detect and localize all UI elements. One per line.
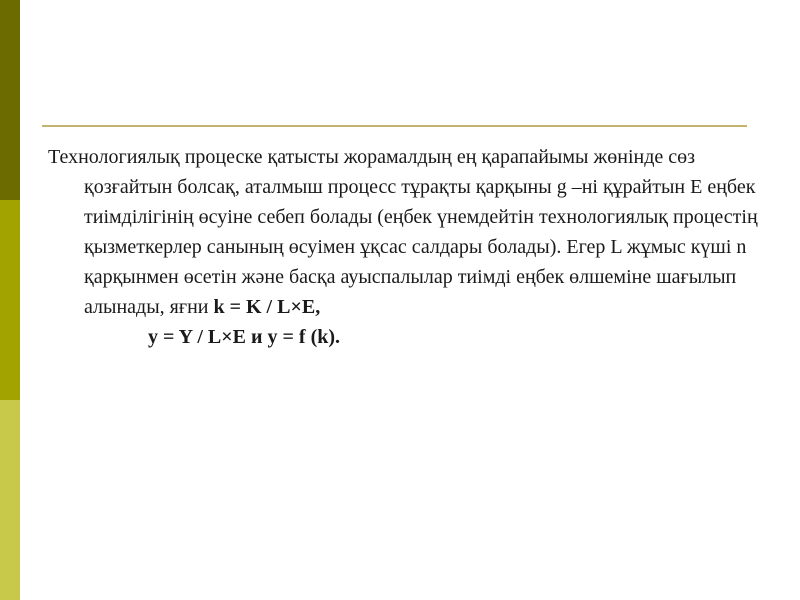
formula-y: y = Y / L×E и y = f (k). — [148, 326, 341, 348]
sidebar-segment-dark — [0, 0, 20, 200]
paragraph-text: Технологиялық процеске қатысты жорамалдың ең қарапайымы жөнінде сөз қозғайтын болсақ, аталмыш процесс тұрақты қарқыны g –ні құрайтын E еңбек тиімділігінің өсуіне себеп болады (еңбек үнемдейтін технологиялық процестің қызметкерлер санының өсуімен ұқсас салдары болады). Егер L жұмыс күші n қарқынмен өсетін және басқа ауыспалылар тиімді еңбек өлшеміне шағылып алынады, яғни — [48, 146, 758, 318]
sidebar-segment-mid — [0, 200, 20, 400]
formula-k: k = K / L×E, — [213, 296, 321, 318]
title-divider — [42, 125, 747, 127]
body-paragraph — [48, 142, 768, 322]
sidebar-segment-light — [0, 400, 20, 600]
decorative-sidebar — [0, 0, 20, 600]
slide-body — [48, 142, 768, 352]
